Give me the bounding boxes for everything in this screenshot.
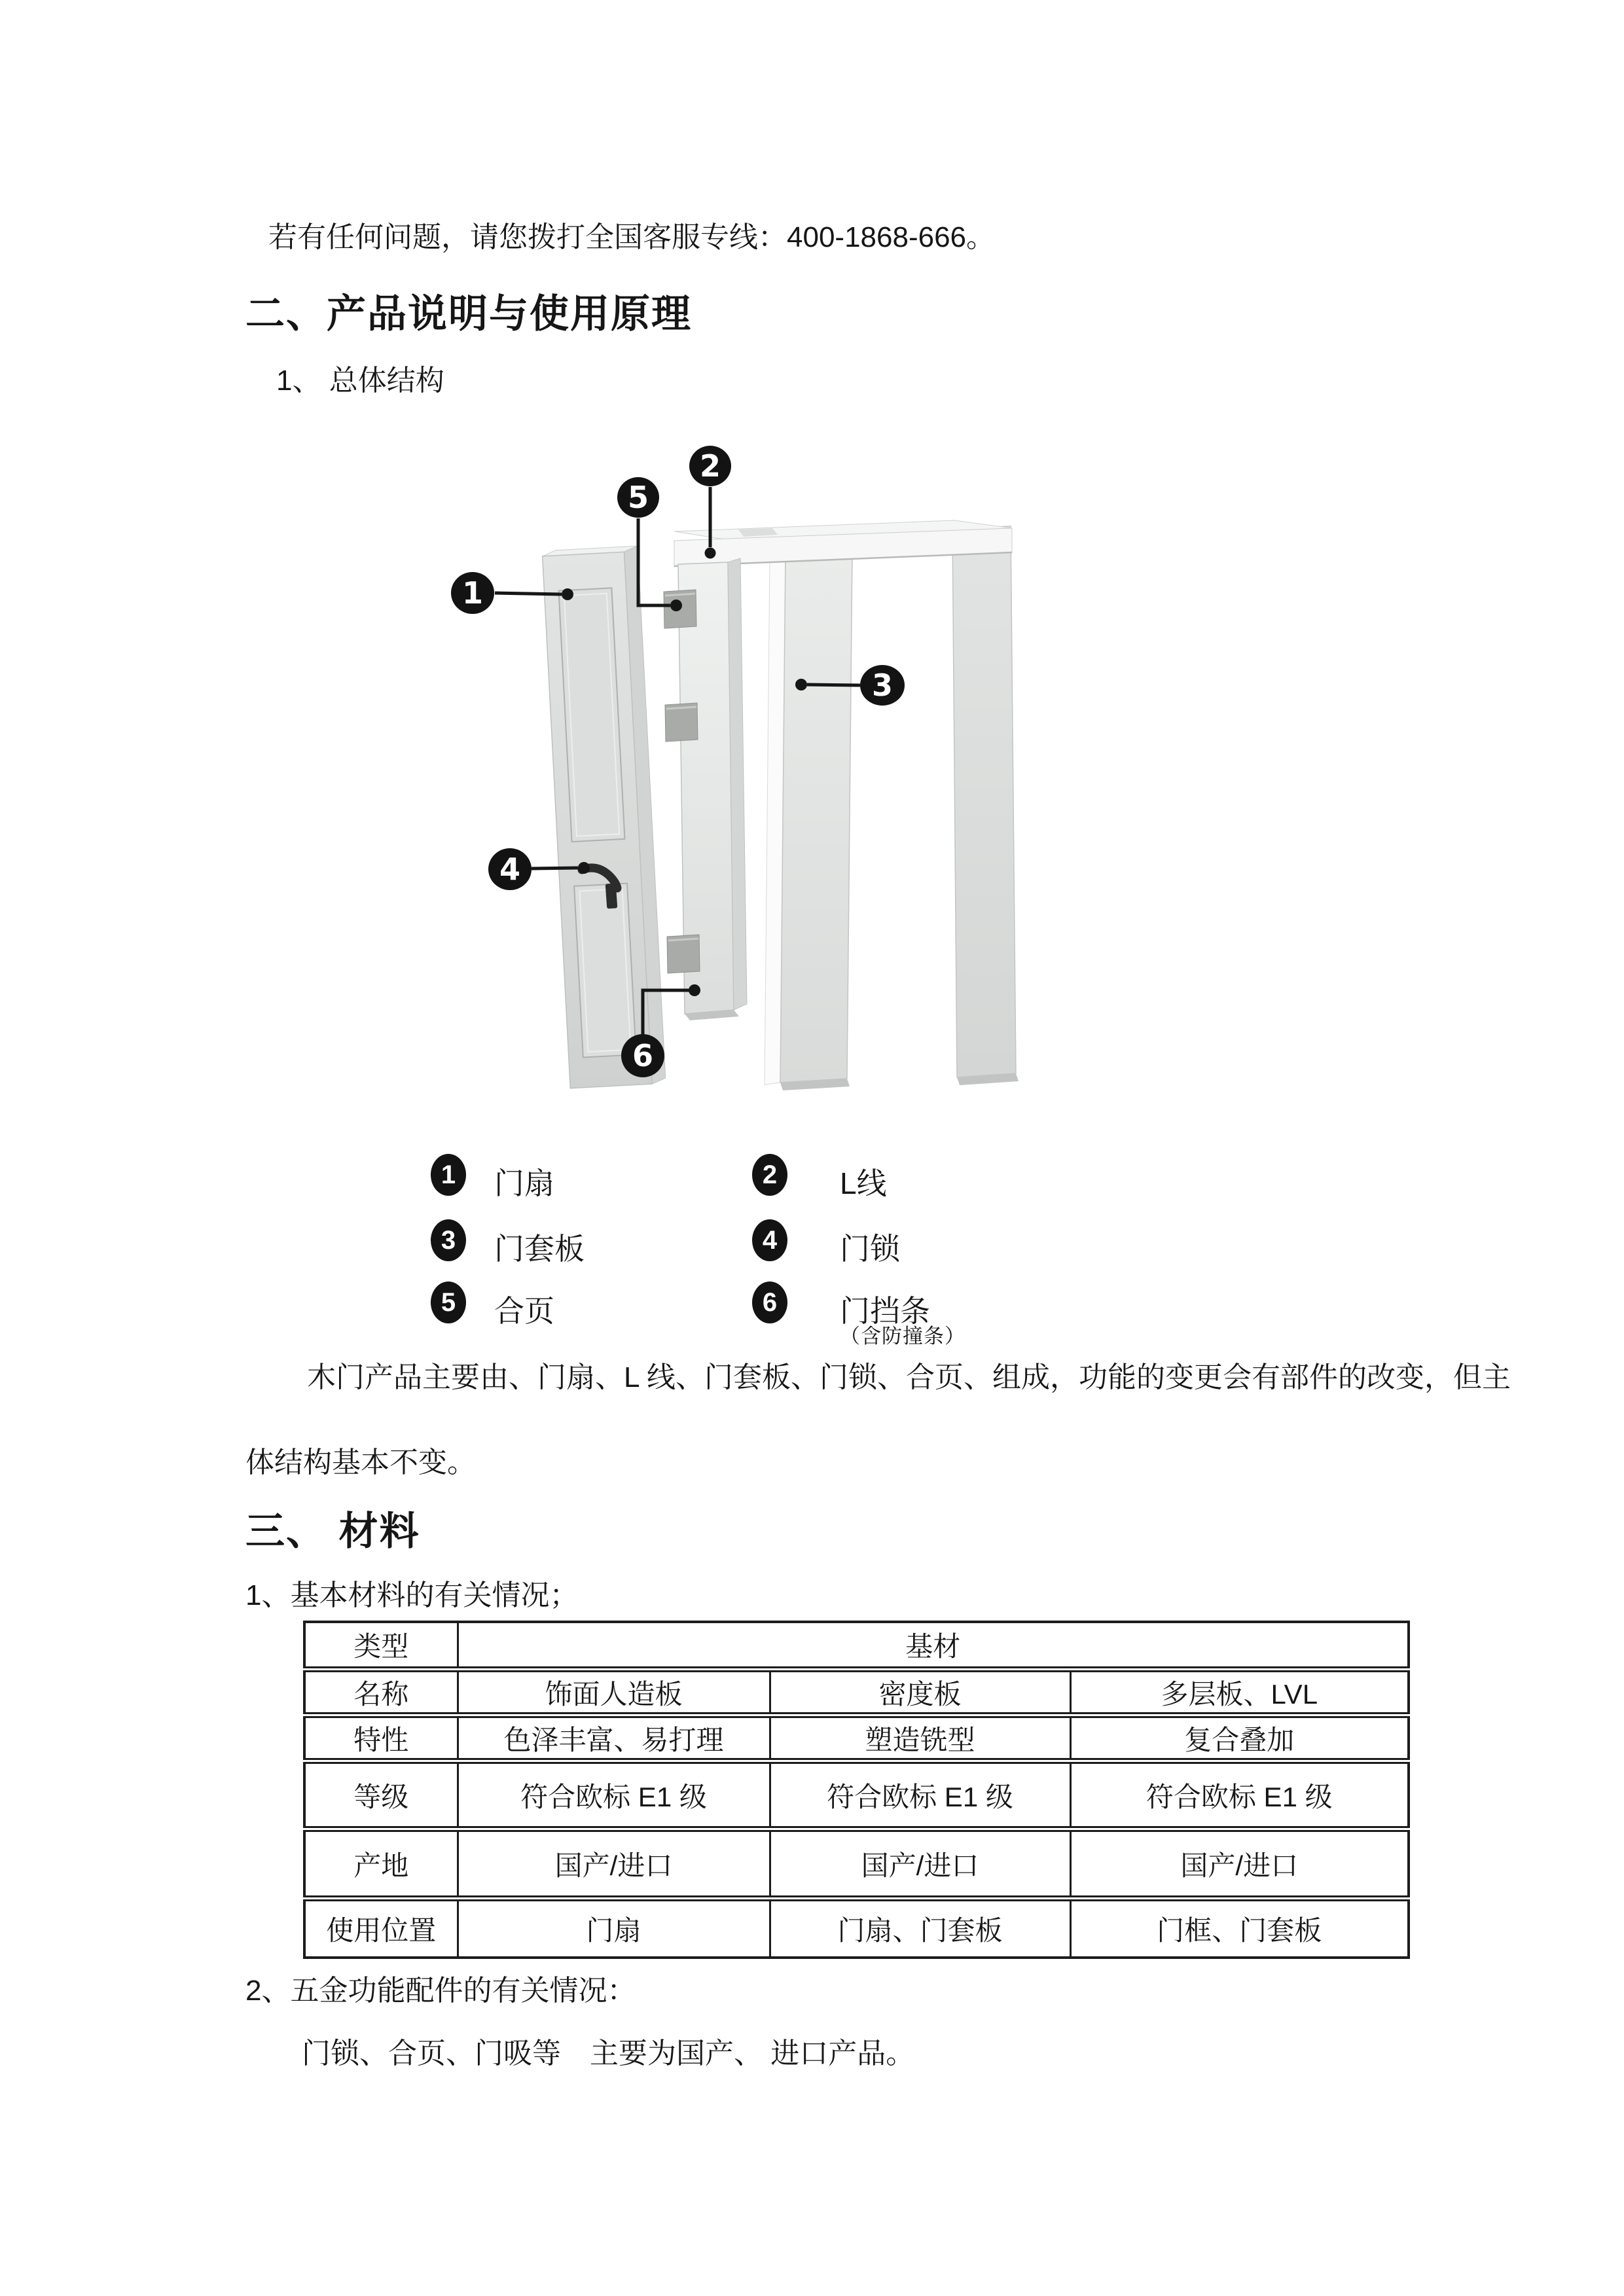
table-cell: 国产/进口 [1070,1829,1409,1899]
legend-badge-number: 5 [441,1287,456,1317]
table-cell: 门扇 [458,1899,770,1958]
section3-item1: 1、基本材料的有关情况； [245,1579,579,1611]
frame-right-leg [952,526,1016,1077]
door-jamb [664,558,747,1020]
legend-badge-5 [431,1282,466,1323]
legend-badge-4 [752,1219,787,1261]
section3-heading: 三、 材料 [245,1509,420,1553]
legend-item-label: 合页 [494,1294,554,1328]
legend-badge-number: 3 [441,1225,456,1255]
table-cell: 名称 [304,1670,458,1715]
legend-item-label: 门锁 [840,1232,900,1266]
table-cell: 饰面人造板 [458,1670,770,1715]
table-cell: 产地 [304,1829,458,1899]
hinge [665,703,698,742]
legend-badge-1 [431,1154,466,1196]
callout-dot-5 [670,600,682,611]
section2-item1: 1、 总体结构 [276,365,444,397]
legend-item-label: L线 [840,1166,887,1200]
callout-line-1 [495,593,562,594]
callout-5 [617,477,659,518]
legend-badge-6 [752,1282,787,1323]
callout-number: 6 [632,1038,654,1073]
legend-badge-number: 6 [762,1287,778,1317]
legend-item-label: 门扇 [494,1166,554,1200]
table-cell: 符合欧标 E1 级 [458,1761,770,1829]
callout-6 [621,1034,664,1077]
body-paragraph-line2: 体结构基本不变。 [245,1446,476,1479]
table-row [304,1829,1409,1899]
callout-dot-4 [578,862,590,874]
table-row [304,1622,1409,1670]
table-cell: 密度板 [770,1670,1070,1715]
legend-badge-number: 2 [762,1160,778,1189]
callout-number: 3 [871,668,893,703]
table-cell: 复合叠加 [1070,1715,1409,1761]
callout-number: 5 [627,480,649,515]
table-cell: 国产/进口 [458,1829,770,1899]
section3-item2-detail: 门锁、合页、门吸等 主要为国产、 进口产品。 [302,2037,915,2070]
callout-2 [689,446,731,486]
table-cell: 塑造铣型 [770,1715,1070,1761]
table-cell-type-label: 类型 [353,1631,409,1662]
door-leaf [542,546,666,1088]
table-cell: 使用位置 [304,1899,458,1958]
intro-text: 若有任何问题，请您拨打全国客服专线：400-1868-666。 [268,221,996,253]
legend-item-label: 门挡条 [840,1294,930,1328]
table-cell: 符合欧标 E1 级 [1070,1761,1409,1829]
table-cell: 多层板、LVL [1070,1670,1409,1715]
legend-badge-2 [752,1154,787,1196]
table-cell: 国产/进口 [770,1829,1070,1899]
callout-number: 4 [499,852,521,887]
section3-item2: 2、五金功能配件的有关情况： [245,1975,636,2007]
legend-badge-3 [431,1219,466,1261]
table-row [304,1715,1409,1761]
callout-number: 2 [699,448,721,484]
legend-badge-number: 4 [762,1225,778,1255]
table-cell: 等级 [304,1761,458,1829]
callout-dot-2 [705,548,716,559]
legend-item-label: 门套板 [494,1232,585,1266]
table-cell: 特性 [304,1715,458,1761]
table-cell: 色泽丰富、易打理 [458,1715,770,1761]
materials-table [303,1621,1410,1959]
callout-dot-6 [689,984,700,996]
frame-left-leg [780,551,852,1083]
hinge [667,935,700,973]
legend-badge-number: 1 [441,1160,456,1189]
callout-4 [488,848,532,890]
callout-dot-1 [562,588,573,600]
table-cell: 门扇、门套板 [770,1899,1070,1958]
table-row [304,1761,1409,1829]
callout-1 [451,572,494,614]
table-cell-substrate: 基材 [458,1622,1409,1670]
table-row [304,1899,1409,1958]
callout-number: 1 [461,575,484,611]
body-paragraph-line1: 木门产品主要由、门扇、L 线、门套板、门锁、合页、组成，功能的变更会有部件的改变，但主 [307,1361,1511,1393]
callout-line-4 [532,868,578,869]
table-row [304,1670,1409,1715]
legend-item-note: （含防撞条） [840,1325,965,1348]
callout-3 [860,665,905,706]
table-cell: 门框、门套板 [1070,1899,1409,1958]
callout-dot-3 [795,679,807,691]
table-cell: 符合欧标 E1 级 [770,1761,1070,1829]
section2-heading: 二、产品说明与使用原理 [245,292,692,336]
